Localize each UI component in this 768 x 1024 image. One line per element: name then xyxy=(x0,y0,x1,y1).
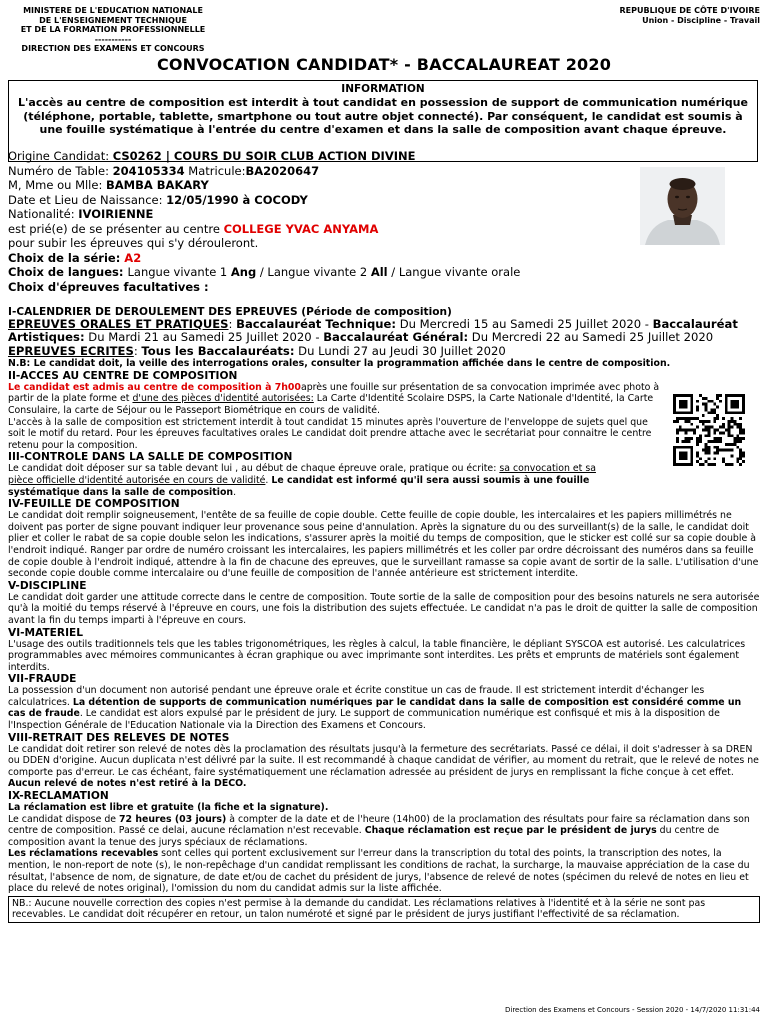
name-value: BAMBA BAKARY xyxy=(106,178,209,192)
centre-row xyxy=(8,222,628,237)
footer: Direction des Examens et Concours - Session 2020 - 14/7/2020 11:31:44 xyxy=(505,1006,760,1014)
facultative-row xyxy=(8,280,628,295)
lang1-label: Langue vivante 1 xyxy=(127,265,231,279)
calendar-nb: N.B: Le candidat doit, la veille des interrogations orales, consulter la programmation affichée dans le centre de composition. xyxy=(8,358,671,370)
section-3-underline: sa convocation et sa pièce officielle d'identité autorisée en cours de validité xyxy=(8,463,596,486)
lang2-value: All xyxy=(370,265,388,279)
serie-value: A2 xyxy=(124,250,142,265)
candidate-block xyxy=(8,149,628,294)
table-label: Numéro de Table: xyxy=(8,163,113,178)
gen-label: Baccalauréat Général: xyxy=(323,330,469,345)
section-2-part: La Carte d'Identité Scolaire DSPS, la Carte Nationale d'Identité, la Carte Consulaire, la carte de Séjour ou le Passeport Biométrique en cours de validité. xyxy=(8,393,654,416)
table-value: 204105334 xyxy=(112,163,185,178)
section-9-text xyxy=(8,814,760,895)
section-9-bold: Chaque réclamation est reçue par le président de jurys xyxy=(364,825,657,837)
gen-dates: Du Mercredi 22 au Samedi 25 Juillet 2020 xyxy=(468,330,714,345)
section-2-text xyxy=(8,382,663,452)
oral-label: EPREUVES ORALES ET PRATIQUES xyxy=(8,317,229,331)
section-4-text: Le candidat doit remplir soigneusement, l'entête de sa feuille de copie double. Cette feuille de copie double, les intercalaires et les papiers millimétrés ne doivent pas porter de signe pouvant indiquer leur provenance sous peine d'annulation. Après la signature du ou des surveillant(s) de la salle, le candidat doit plier et coller le rabat de sa copie double selon les indications, s'assurer après la moitié du temps de composition, que le sticker est collé sur sa copie double à l'endroit indiqué. Ranger par ordre de numéro croissant les intercalaires, les papiers millimétrés et les coller par ordre décroissant des numéros dans sa feuille de copie double à l'endroit indiqué, attendre à la fin de chacune des epreuves, que le surveillant ramasse sa copie avant de sortir de la salle. L'utilisation d'une seconde copie double comme intercalaire ou d'une feuille de composition de l'année antérieure est strictement interdite. xyxy=(8,510,759,580)
section-3-text xyxy=(8,463,618,498)
section-6-text: L'usage des outils traditionnels tels que les tables trigonométriques, les règles à calcul, la table financière, le dépliant SYSCOA est autorisé. Les calculatrices programmables avec mémoires communicantes à écran graphique ou avec imprimante sont interdites. Les prêts et emprunts de matériels sont également interdits. xyxy=(8,638,746,673)
ministry-header xyxy=(8,6,218,54)
section-2-underline: d'une des pièces d'identité autorisées: xyxy=(132,393,314,405)
ministry-line: MINISTERE DE L'EDUCATION NATIONALE xyxy=(23,6,203,15)
calendar-text xyxy=(8,318,760,358)
origin-label: Origine Candidat: xyxy=(8,149,113,163)
art-label: Baccalauréat Artistiques: xyxy=(8,317,738,345)
section-7-part: La possession d'un document non autorisé pendant une épreuve orale et écrite constitue un cas de fraude. Il est strictement interdit d'échanger les calculatrices. xyxy=(8,685,705,708)
all-label: Tous les Baccalauréats: xyxy=(141,343,295,358)
centre-post: pour subir les épreuves qui s'y dérouleront. xyxy=(8,236,259,250)
section-3-part: . xyxy=(233,486,237,498)
art-dates: Du Mardi 21 au Samedi 25 Juillet 2020 - xyxy=(84,330,324,345)
motto-line: Union - Discipline - Travail xyxy=(642,15,760,25)
section-9-part: Le candidat dispose de xyxy=(8,813,120,825)
ministry-line: ET DE LA FORMATION PROFESSIONNELLE xyxy=(20,25,206,34)
section-2-title: II-ACCES AU CENTRE DE COMPOSITION xyxy=(8,369,238,382)
section-2-part: L'accès à la salle de composition est strictement interdit à tout candidat 15 minutes après l'ouverture de l'enveloppe de sujets quel que soit le motif du retard. Pour les épreuves facultatives orales Le candidat doit prendre attache avec le secrétariat pour connaitre le centre retenu pour la composition. xyxy=(8,416,652,451)
republic-line: REPUBLIQUE DE CÔTE D'IVOIRE xyxy=(619,6,760,15)
section-9-part: sont celles qui portent exclusivement sur l'erreur dans la transcription du total des points, la transcription des notes, la mention, le non-report de note (s), le non-repêchage d'un candidat remplissant les conditions de rachat, la surcharge, la mauvaise appréciation de la case du résultat, l'absence de nom, de signature, de date et/ou de cachet du président de jurys, l'absence de relevé de notes (spécimen du relevé de notes en lieu et place du relevé de notes original), l'omission du nom du candidat admis sur la liste affichée. xyxy=(8,848,750,895)
oral-sep: : xyxy=(228,317,237,331)
section-5-text: Le candidat doit garder une attitude correcte dans le centre de composition. Toute sortie de la salle de composition pour des besoins naturels ne sera autorisée qu'à la moitié du temps réservé à l'épreuve en cours, une fois la distribution des sujets effectuée. Le candidat n'a pas le droit de quitter la salle de composition avant la fin du temps imparti à l'épreuve en cours. xyxy=(8,591,760,626)
origin-row xyxy=(8,149,628,164)
lang-label: Choix de langues: xyxy=(8,265,128,279)
nationality-label: Nationalité: xyxy=(8,207,79,221)
document-title: CONVOCATION CANDIDAT* - BACCALAUREAT 2020 xyxy=(156,55,612,74)
section-7-part: . Le candidat est alors expulsé par le président de jury. Le support de communication numérique est confisqué et mis à la disposition de l'Inspection Générale de l'Education Nationale via la Direction des Examens et Concours. xyxy=(8,708,720,732)
section-9-title: IX-RECLAMATION xyxy=(8,790,109,803)
section-8-bold: Aucun relevé de notes n'est retiré à la DECO. xyxy=(8,778,247,790)
centre-value: COLLEGE YVAC ANYAMA xyxy=(223,221,379,236)
serie-label: Choix de la série: xyxy=(8,250,125,265)
matricule-value: BA2020647 xyxy=(245,163,320,178)
ministry-separator: ----------- xyxy=(94,34,132,44)
lang-oral-label: / Langue vivante orale xyxy=(387,265,521,279)
language-row xyxy=(8,265,628,280)
nationality-row xyxy=(8,207,628,222)
birth-value: 12/05/1990 à COCODY xyxy=(166,192,308,207)
lang2-label: / Langue vivante 2 xyxy=(256,265,371,279)
section-3-part: Le candidat doit déposer sur sa table devant lui , au début de chaque épreuve orale, pratique ou écrite: xyxy=(8,463,500,475)
ministry-line: DIRECTION DES EXAMENS ET CONCOURS xyxy=(21,44,205,53)
section-7-bold: La détention de supports de communication numériques par le candidat dans la salle de composition est considéré comme un cas de fraude xyxy=(8,696,742,720)
section-3-bold: Le candidat est informé qu'il sera aussi soumis à une fouille systématique dans la salle de composition xyxy=(8,474,590,498)
matricule-label: Matricule: xyxy=(184,163,246,178)
ministry-line: DE L'ENSEIGNEMENT TECHNIQUE xyxy=(39,15,187,25)
tech-dates: Du Mercredi 15 au Samedi 25 Juillet 2020 - xyxy=(396,317,653,331)
section-6-title: VI-MATERIEL xyxy=(8,626,84,639)
written-label: EPREUVES ECRITES xyxy=(8,343,134,358)
section-1-title: I-CALENDRIER DE DEROULEMENT DES EPREUVES (Période de composition) xyxy=(8,306,452,318)
section-7-text xyxy=(8,685,760,731)
tech-label: Baccalauréat Technique: xyxy=(236,317,397,331)
section-9-bold: Les réclamations recevables xyxy=(8,848,159,860)
section-3-title: III-CONTROLE DANS LA SALLE DE COMPOSITION xyxy=(8,451,293,464)
written-sep: : xyxy=(133,343,142,358)
section-9-bold: 72 heures (03 jours) xyxy=(119,813,227,825)
lang1-value: Ang xyxy=(230,265,257,279)
information-heading: INFORMATION xyxy=(341,83,425,95)
information-text: L'accès au centre de composition est interdit à tout candidat en possession de support de communication numérique (téléphone, portable, tablette, smartphone ou tout autre objet connecté). Par conséquent, le candidat est soumis à une fouille systématique à l'entrée du centre d'examen et dans la salle de composition avant chaque épreuve. xyxy=(18,96,748,136)
section-8-title: VIII-RETRAIT DES RELEVES DE NOTES xyxy=(8,731,230,744)
name-row xyxy=(8,178,628,193)
origin-value: CS0262 | COURS DU SOIR CLUB ACTION DIVINE xyxy=(112,149,416,163)
section-5-title: V-DISCIPLINE xyxy=(8,579,87,592)
section-3-part: . xyxy=(265,474,272,486)
facultative-label: Choix d'épreuves facultatives : xyxy=(8,279,209,294)
instructions-body xyxy=(8,306,760,923)
section-8-text: Le candidat doit retirer son relevé de notes dès la proclamation des résultats jusqu'à la fermeture des secrétariats. Passé ce délai, il doit s'adresser à sa DREN ou DDEN d'origine. Aucun duplicata n'est délivré par la suite. Il est recommandé à chaque candidat de vérifier, au moment du retrait, que le relevé de notes ne comporte pas d'erreur. Le cas échéant, faire systématiquement une réclamation adressée au président de jurys en remplissant la fiche conçue à cet effet. xyxy=(8,743,759,778)
table-row xyxy=(8,164,628,179)
section-2-part: après une fouille sur présentation de sa convocation imprimée avec photo à partir de la plate forme et xyxy=(8,381,660,405)
republic-header xyxy=(530,6,760,25)
birth-row xyxy=(8,193,628,208)
all-dates: Du Lundi 27 au Jeudi 30 Juillet 2020 xyxy=(294,343,506,358)
birth-label: Date et Lieu de Naissance: xyxy=(8,192,167,207)
section-7-title: VII-FRAUDE xyxy=(8,673,77,686)
section-4-title: IV-FEUILLE DE COMPOSITION xyxy=(8,498,180,511)
section-9-bold: La réclamation est libre et gratuite (la fiche et la signature). xyxy=(8,802,329,814)
serie-row xyxy=(8,251,628,266)
name-label: M, Mme ou Mlle: xyxy=(8,178,106,192)
centre-pre: est prié(e) de se présenter au centre xyxy=(8,221,224,236)
section-9-part: du centre de composition avant la tenue des jurys spéciaux de réclamations. xyxy=(8,825,720,848)
section-9-part: à compter de la date et de l'heure (14h00) de la proclamation des résultats pour faire sa réclamation dans son centre de composition. Passé ce delai, aucune réclamation n'est recevable. xyxy=(8,813,750,837)
nb-box: NB.: Aucune nouvelle correction des copies n'est permise à la demande du candidat. Les réclamations relatives à l'identité et à la série ne sont pas recevables. Le candidat doit récupérer en retour, un talon numéroté et signé par le président de jurys justifiant l'effectivité de sa réclamation. xyxy=(8,896,760,923)
admission-time: Le candidat est admis au centre de composition à 7h00 xyxy=(8,381,301,393)
nationality-value: IVOIRIENNE xyxy=(78,207,154,221)
candidate-photo xyxy=(640,167,725,245)
